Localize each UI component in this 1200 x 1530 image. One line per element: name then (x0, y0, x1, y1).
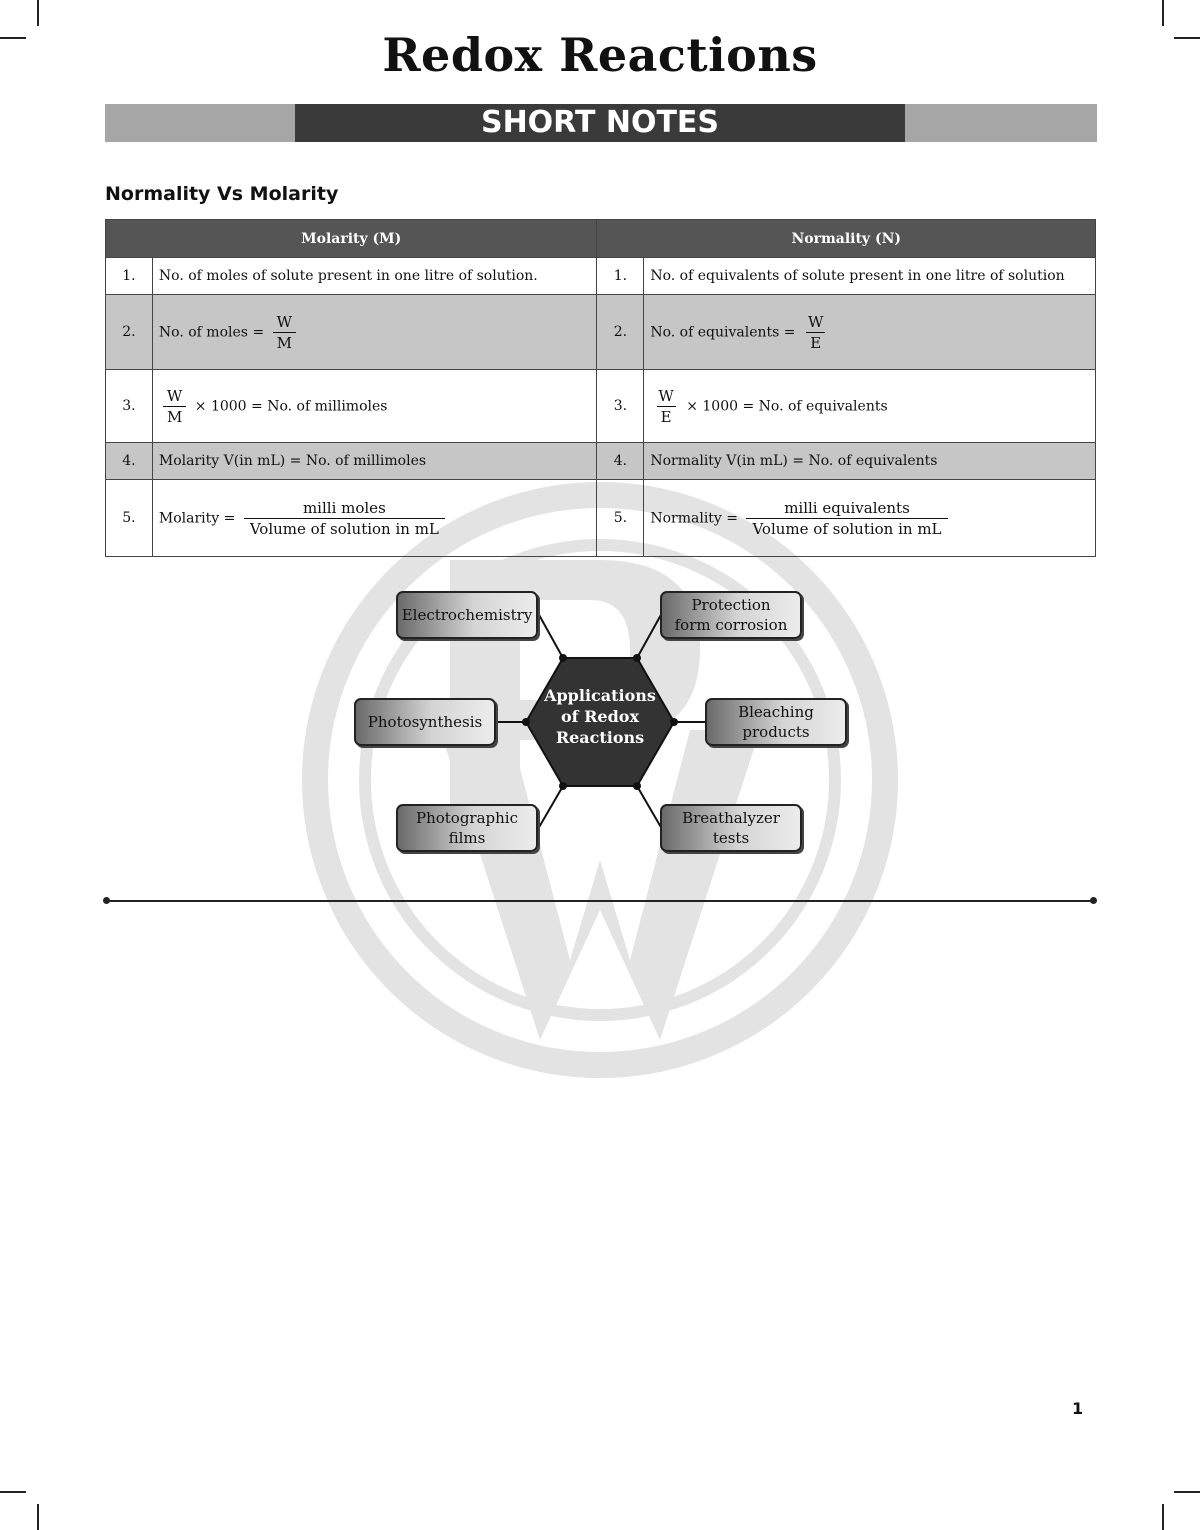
row-number: 3. (597, 370, 644, 443)
page-title: Redox Reactions (382, 28, 818, 82)
row-number: 3. (106, 370, 153, 443)
numerator: W (658, 386, 674, 405)
row-number: 2. (597, 295, 644, 370)
node-photosynthesis (354, 698, 496, 746)
divider-end-dot (103, 897, 110, 904)
node-label: Protection (691, 596, 771, 614)
section-divider (106, 900, 1094, 902)
node-electrochemistry (396, 591, 538, 639)
node-label: Photosynthesis (367, 713, 483, 731)
molarity-cell (152, 480, 597, 557)
center-line: Reactions (555, 728, 645, 747)
normality-cell: No. of equivalents of solute present in one litre of solution (644, 258, 1096, 295)
node-label: Breathalyzer (682, 809, 780, 827)
numerator: W (276, 312, 293, 331)
crop-mark-bottom-left-h (0, 1491, 26, 1493)
formula-prefix: No. of equivalents = (650, 324, 796, 340)
row-number: 4. (106, 443, 153, 480)
normality-cell (644, 370, 1096, 443)
short-notes-banner (105, 104, 1097, 142)
center-line: Applications (544, 686, 656, 705)
denominator: Volume of solution in mL (244, 518, 445, 538)
row-number: 2. (106, 295, 153, 370)
denominator: M (273, 332, 296, 352)
redox-applications-diagram (340, 585, 860, 860)
numerator: milli equivalents (784, 498, 910, 517)
node-photographic (396, 804, 538, 852)
table-row (106, 480, 1096, 557)
row-number: 5. (106, 480, 153, 557)
formula-suffix: × 1000 = No. of millimoles (194, 398, 388, 414)
table-row (106, 258, 1096, 295)
node-label: tests (712, 829, 750, 847)
divider-end-dot (1090, 897, 1097, 904)
molarity-cell: No. of moles of solute present in one litre of solution. (152, 258, 597, 295)
formula-prefix: Molarity = (158, 510, 236, 526)
formula-suffix: × 1000 = No. of equivalents (686, 398, 888, 414)
numerator: W (807, 312, 824, 331)
node-label: products (742, 723, 810, 741)
section-heading: Normality Vs Molarity (105, 183, 339, 205)
center-hexagon-label (530, 685, 670, 748)
denominator: Volume of solution in mL (746, 518, 947, 538)
formula-prefix: No. of moles = (158, 324, 265, 340)
normality-cell (644, 480, 1096, 557)
molarity-header: Molarity (M) (106, 220, 597, 258)
numerator: W (166, 386, 183, 405)
formula-prefix: Normality = (650, 510, 739, 526)
fraction (804, 313, 827, 352)
fraction (163, 387, 186, 426)
crop-mark-top-left-v (37, 0, 39, 26)
molarity-normality-table (105, 219, 1096, 557)
normality-header: Normality (N) (597, 220, 1096, 258)
normality-cell (644, 295, 1096, 370)
molarity-cell (152, 370, 597, 443)
node-bleaching (705, 698, 847, 746)
denominator: M (163, 406, 186, 426)
denominator: E (657, 406, 676, 426)
node-protection (660, 591, 802, 639)
node-label: Photographic (415, 809, 519, 827)
crop-mark-bottom-right-h (1174, 1491, 1200, 1493)
node-label: Bleaching (738, 703, 814, 721)
row-number: 5. (597, 480, 644, 557)
node-label: Electrochemistry (401, 606, 533, 624)
crop-mark-bottom-right-v (1162, 1504, 1164, 1530)
fraction (273, 313, 296, 352)
table-row (106, 443, 1096, 480)
crop-mark-bottom-left-v (37, 1504, 39, 1530)
row-number: 4. (597, 443, 644, 480)
banner-label: SHORT NOTES (295, 104, 905, 142)
node-label: films (448, 829, 486, 847)
denominator: E (806, 332, 825, 352)
center-line: of Redox (561, 707, 639, 726)
node-label: form corrosion (674, 616, 788, 634)
table-header-row (106, 220, 1096, 258)
page-number: 1 (1072, 1399, 1084, 1418)
row-number: 1. (597, 258, 644, 295)
node-breathalyzer (660, 804, 802, 852)
crop-mark-top-right-v (1162, 0, 1164, 26)
molarity-cell (152, 295, 597, 370)
numerator: milli moles (302, 498, 386, 517)
normality-cell: Normality V(in mL) = No. of equivalents (644, 443, 1096, 480)
row-number: 1. (106, 258, 153, 295)
fraction (654, 387, 677, 426)
fraction (244, 499, 445, 538)
fraction (746, 499, 947, 538)
table-row (106, 370, 1096, 443)
molarity-cell: Molarity V(in mL) = No. of millimoles (152, 443, 597, 480)
table-row (106, 295, 1096, 370)
